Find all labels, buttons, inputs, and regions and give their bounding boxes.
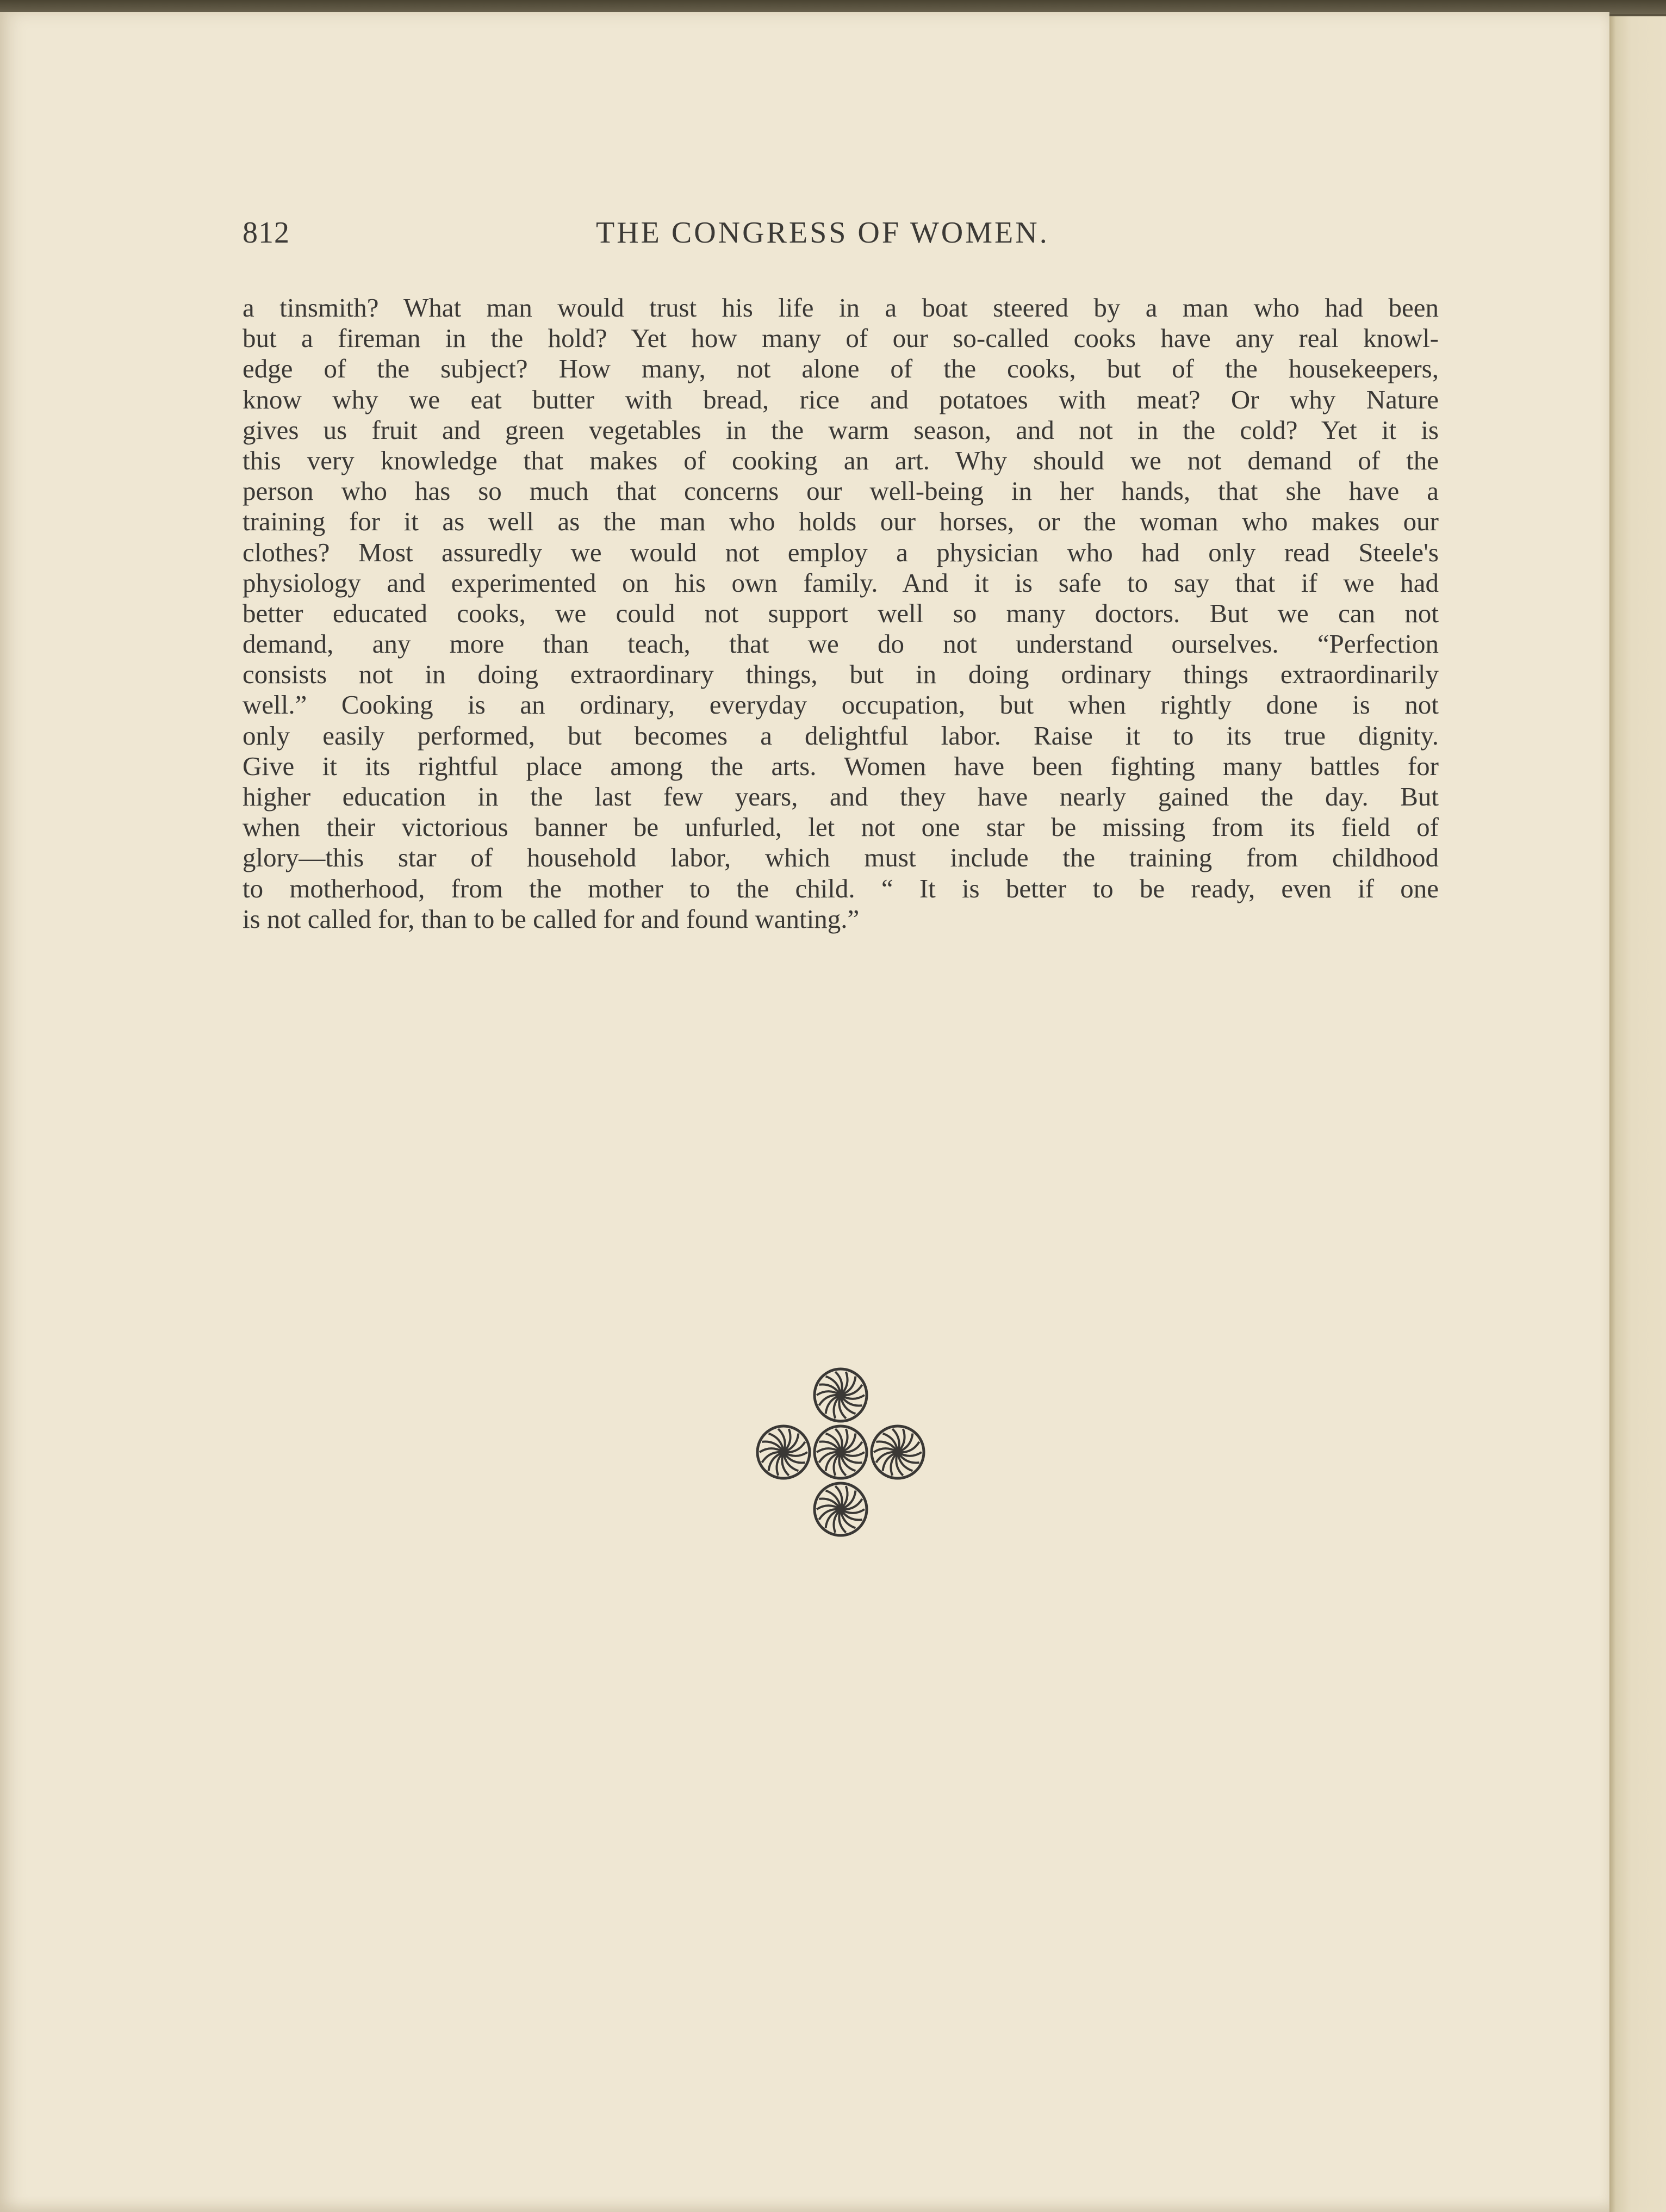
text-line: know why we eat butter with bread, rice and potatoes with meat? Or why Nature	[243, 384, 1439, 414]
text-line: person who has so much that concerns our well-being in her hands, that she have a	[243, 476, 1439, 506]
rosette-cross-ornament-icon	[754, 1365, 928, 1539]
page-number: 812	[243, 216, 290, 250]
text-line: when their victorious banner be unfurled, let not one star be missing from its field of	[243, 812, 1439, 842]
text-line: better educated cooks, we could not support well so many doctors. But we can not	[243, 598, 1439, 628]
rosette-icon	[815, 1483, 867, 1535]
text-line: edge of the subject? How many, not alone of the cooks, but of the housekeepers,	[243, 354, 1439, 384]
text-line: consists not in doing extraordinary things, but in doing ordinary things extraordinarily	[243, 659, 1439, 690]
text-line: is not called for, than to be called for and found wanting.”	[243, 903, 860, 934]
rosette-icon	[815, 1369, 867, 1421]
text-line: but a fireman in the hold? Yet how many of our so-called cooks have any real knowl-	[243, 323, 1439, 354]
text-line: higher education in the last few years, and they have nearly gained the day. But	[243, 782, 1439, 811]
page-header	[243, 215, 1439, 259]
page-fore-edge	[1609, 16, 1666, 2212]
ornament-graphic	[754, 1365, 928, 1539]
text-line: well.” Cooking is an ordinary, everyday occupation, but when rightly done is not	[243, 690, 1439, 720]
running-title: THE CONGRESS OF WOMEN.	[596, 216, 1049, 250]
text-line: to motherhood, from the mother to the child. “ It is better to be ready, even if one	[243, 873, 1439, 903]
text-line: a tinsmith? What man would trust his life in a boat steered by a man who had been	[243, 293, 1439, 323]
text-line: only easily performed, but becomes a delightful labor. Raise it to its true dignity.	[243, 720, 1439, 751]
text-line: physiology and experimented on his own family. And it is safe to say that if we had	[243, 567, 1439, 598]
rosette-icon	[757, 1426, 810, 1478]
text-line: training for it as well as the man who holds our horses, or the woman who makes our	[243, 506, 1439, 537]
text-line: clothes? Most assuredly we would not employ a physician who had only read Steele's	[243, 537, 1439, 567]
text-line: demand, any more than teach, that we do not understand ourselves. “Perfection	[243, 629, 1439, 659]
rosette-icon	[815, 1426, 867, 1478]
text-line: this very knowledge that makes of cooking an art. Why should we not demand of the	[243, 445, 1439, 475]
text-line: gives us fruit and green vegetables in the warm season, and not in the cold? Yet it is	[243, 414, 1439, 445]
text-line: glory—this star of household labor, which must include the training from childhood	[243, 842, 1439, 873]
body-paragraph	[243, 293, 1439, 934]
rosette-icon	[872, 1426, 924, 1478]
text-line: Give it its rightful place among the arts. Women have been fighting many battles for	[243, 751, 1439, 781]
